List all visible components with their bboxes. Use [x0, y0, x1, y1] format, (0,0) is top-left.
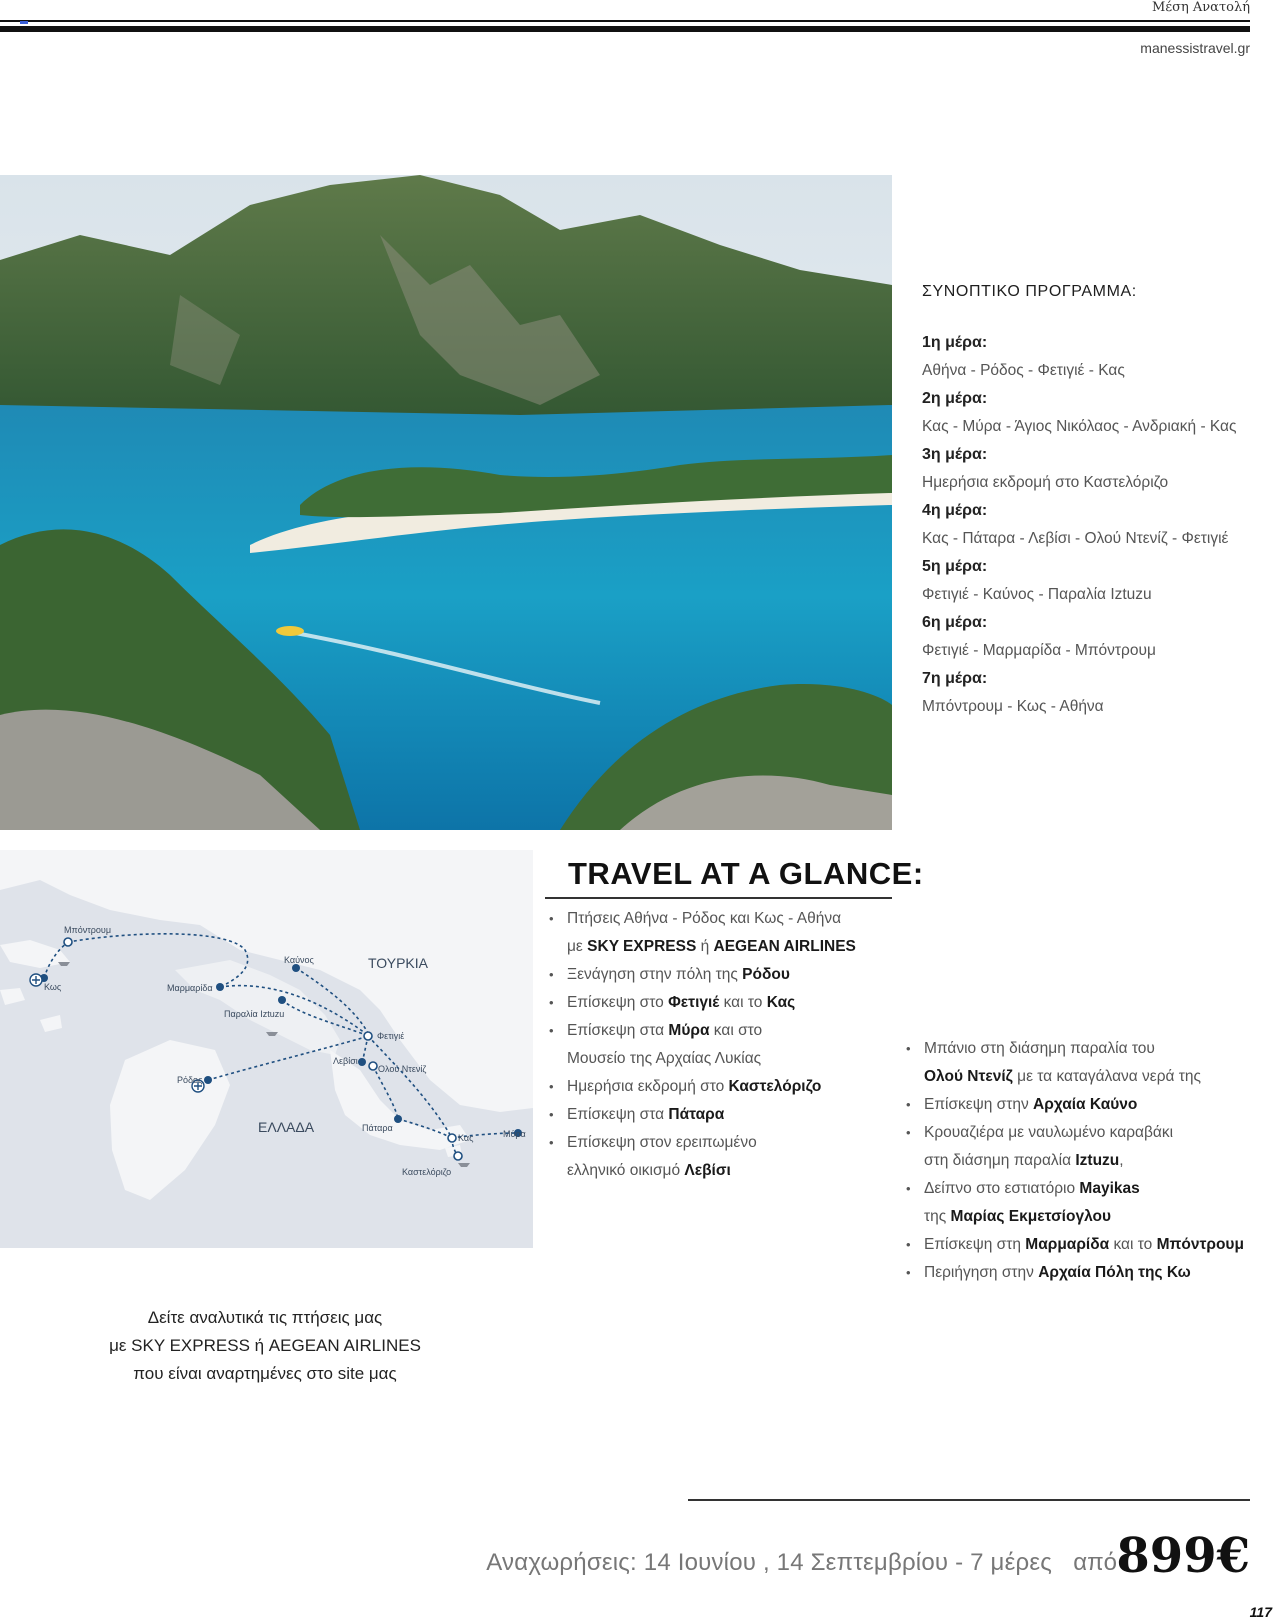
day-3	[922, 441, 1262, 497]
highlight-text: Μουσείο της Αρχαίας Λυκίας	[567, 1050, 762, 1067]
map-label-oludeniz: Ολού Ντενίζ	[378, 1064, 427, 1074]
highlight-text: Επίσκεψη στα	[567, 1022, 669, 1039]
map-label-kos: Κως	[44, 982, 62, 992]
day-label: 2η μέρα:	[922, 390, 988, 407]
lagoon-photo	[0, 175, 892, 830]
stop-fethiye	[364, 1032, 372, 1040]
pricing-rule	[688, 1499, 1250, 1501]
price: 899€	[1116, 1528, 1250, 1584]
site-url[interactable]: manessistravel.gr	[1140, 40, 1250, 56]
stop-iztuzu	[278, 996, 286, 1004]
highlights-list-right	[906, 1035, 1276, 1287]
map-label-iztuzu: Παραλία Iztuzu	[224, 1009, 285, 1019]
highlight-text: Μπάνιο στη διάσημη παραλία του	[924, 1040, 1155, 1057]
day-route: Μπόντρουμ - Κως - Αθήνα	[922, 698, 1104, 715]
highlight-item	[549, 989, 889, 1017]
stop-bodrum	[64, 938, 72, 946]
stop-levisi	[358, 1058, 366, 1066]
highlight-bold: Mayikas	[1079, 1180, 1140, 1197]
highlight-item	[549, 1129, 889, 1185]
highlight-item	[549, 1073, 889, 1101]
header-rule-thick	[0, 26, 1250, 32]
highlight-text: στη διάσημη παραλία	[924, 1152, 1076, 1169]
route-map-svg	[0, 850, 533, 1248]
stop-kaunos	[292, 964, 300, 972]
highlight-bold: Κας	[766, 994, 796, 1011]
highlight-text: Κρουαζιέρα με ναυλωμένο καραβάκι	[924, 1124, 1174, 1141]
highlight-item	[906, 1175, 1276, 1231]
flights-note-line: με SKY EXPRESS ή AEGEAN AIRLINES	[109, 1336, 421, 1355]
highlight-text: της	[924, 1208, 951, 1225]
highlight-item	[906, 1231, 1276, 1259]
highlight-text: και το	[1109, 1236, 1157, 1253]
highlight-bold: Μαρμαρίδα	[1025, 1236, 1110, 1253]
highlight-text: Επίσκεψη στα	[567, 1106, 669, 1123]
day-route: Φετιγιέ - Μαρμαρίδα - Μπόντρουμ	[922, 642, 1156, 659]
highlight-bold: Λεβίσι	[684, 1162, 731, 1179]
day-label: 1η μέρα:	[922, 334, 988, 351]
map-label-rhodes: Ρόδος	[177, 1075, 203, 1085]
stop-oludeniz	[369, 1062, 377, 1070]
stop-marmaris	[216, 983, 224, 991]
map-label-marmaris: Μαρμαρίδα	[167, 983, 213, 993]
highlight-item	[906, 1035, 1276, 1091]
highlight-item	[549, 1101, 889, 1129]
day-label: 7η μέρα:	[922, 670, 988, 687]
highlight-item	[549, 1017, 889, 1073]
highlight-bold: Μύρα	[668, 1022, 710, 1039]
small-island	[40, 1015, 62, 1032]
highlight-text: Πτήσεις Αθήνα - Ρόδος και Κως - Αθήνα	[567, 910, 842, 927]
highlight-text: Επίσκεψη στη	[924, 1236, 1026, 1253]
highlight-text: Δείπνο στο εστιατόριο	[924, 1180, 1080, 1197]
departure-dates: Αναχωρήσεις: 14 Ιουνίου , 14 Σεπτεμβρίου - 7 μέρες	[486, 1549, 1052, 1576]
map-label-patara: Πάταρα	[362, 1123, 393, 1133]
highlight-text: και το	[719, 994, 767, 1011]
map-label-bodrum: Μπόντρουμ	[64, 925, 111, 935]
day-route: Φετιγιέ - Καύνος - Παραλία Iztuzu	[922, 586, 1152, 603]
highlight-text: και στο	[709, 1022, 763, 1039]
map-label-kas: Κας	[458, 1133, 474, 1143]
day-2	[922, 385, 1262, 441]
highlight-bold: SKY EXPRESS	[587, 938, 697, 955]
rhodes-island	[110, 1040, 230, 1200]
map-label-greece: ΕΛΛΑΔΑ	[258, 1119, 315, 1135]
highlight-item	[549, 961, 889, 989]
flights-note-line: Δείτε αναλυτικά τις πτήσεις μας	[147, 1308, 383, 1327]
highlight-text: με	[567, 938, 588, 955]
page-number: 117	[1249, 1604, 1272, 1620]
highlight-bold: Φετιγιέ	[668, 994, 720, 1011]
map-label-turkey: ΤΟΥΡΚΙΑ	[368, 955, 428, 971]
highlight-text: με τα καταγάλανα νερά της	[1012, 1068, 1202, 1085]
day-route: Ημερήσια εκδρομή στο Καστελόριζο	[922, 474, 1169, 491]
stop-kastellorizo	[454, 1152, 462, 1160]
price-from-label: από	[1073, 1549, 1117, 1576]
itinerary-title: ΣΥΝΟΠΤΙΚΟ ΠΡΟΓΡΑΜΜΑ:	[922, 283, 1137, 300]
map-label-kaunos: Καύνος	[284, 955, 314, 965]
highlight-bold: Μαρίας Εκμετσίογλου	[950, 1208, 1111, 1225]
route-map	[0, 850, 533, 1248]
highlight-bold: Ολού Ντενίζ	[924, 1068, 1013, 1085]
ship-icon	[458, 1163, 470, 1167]
stop-patara	[394, 1115, 402, 1123]
highlight-text: ή	[696, 938, 714, 955]
airport-icon	[30, 974, 42, 986]
header-accent-mark	[20, 21, 28, 24]
highlight-bold: Μπόντρουμ	[1156, 1236, 1244, 1253]
highlight-text: Περιήγηση στην	[924, 1264, 1039, 1281]
day-4	[922, 497, 1262, 553]
stop-rhodes	[204, 1076, 212, 1084]
ship-icon	[58, 962, 70, 966]
highlight-item	[906, 1091, 1276, 1119]
header-rule-thin	[0, 20, 1250, 22]
highlight-text: Επίσκεψη στον ερειπωμένο	[567, 1134, 757, 1151]
highlight-bold: Αρχαία Πόλη της Κω	[1038, 1264, 1191, 1281]
glance-title-rule	[545, 897, 892, 899]
day-5	[922, 553, 1262, 609]
highlight-bold: Ρόδου	[742, 966, 790, 983]
highlight-text: Ημερήσια εκδρομή στο	[567, 1078, 729, 1095]
day-6	[922, 609, 1262, 665]
lagoon-illustration	[0, 175, 892, 830]
highlight-text: Ξενάγηση στην πόλη της	[567, 966, 743, 983]
day-route: Αθήνα - Ρόδος - Φετιγιέ - Κας	[922, 362, 1125, 379]
itinerary-summary	[922, 283, 1262, 721]
highlight-item	[906, 1119, 1276, 1175]
highlight-bold: Αρχαία Καύνο	[1033, 1096, 1138, 1113]
day-7	[922, 665, 1262, 721]
section-title: Μέση Ανατολή	[1152, 0, 1250, 15]
flights-note	[95, 1304, 435, 1388]
flights-note-line: που είναι αναρτημένες στο site μας	[133, 1364, 397, 1383]
highlight-bold: AEGEAN AIRLINES	[713, 938, 856, 955]
stop-kas	[448, 1134, 456, 1142]
day-route: Κας - Πάταρα - Λεβίσι - Ολού Ντενίζ - Φετιγιέ	[922, 530, 1229, 547]
highlight-bold: Iztuzu	[1075, 1152, 1120, 1169]
highlight-bold: Πάταρα	[668, 1106, 725, 1123]
highlight-text: Επίσκεψη στην	[924, 1096, 1034, 1113]
map-label-kastellorizo: Καστελόριζο	[402, 1167, 452, 1177]
travel-at-a-glance-title: TRAVEL AT A GLANCE:	[568, 856, 924, 891]
day-label: 5η μέρα:	[922, 558, 988, 575]
ship-icon	[266, 1032, 278, 1036]
coast-peninsula	[175, 960, 340, 1055]
highlights-list-left	[549, 905, 889, 1185]
map-label-fethiye: Φετιγιέ	[377, 1031, 405, 1041]
highlight-text: Επίσκεψη στο	[567, 994, 669, 1011]
highlight-item	[549, 905, 889, 961]
highlight-text: ελληνικό οικισμό	[567, 1162, 685, 1179]
day-route: Κας - Μύρα - Άγιος Νικόλαος - Ανδριακή - Κας	[922, 418, 1237, 435]
map-label-myra: Μύρα	[503, 1129, 526, 1139]
small-island	[0, 988, 25, 1005]
day-label: 6η μέρα:	[922, 614, 988, 631]
day-1	[922, 329, 1262, 385]
highlight-bold: Καστελόριζο	[728, 1078, 822, 1095]
highlight-item	[906, 1259, 1276, 1287]
highlight-text: ,	[1119, 1152, 1124, 1169]
day-label: 3η μέρα:	[922, 446, 988, 463]
map-label-levisi: Λεβίσι	[333, 1056, 358, 1066]
day-label: 4η μέρα:	[922, 502, 988, 519]
